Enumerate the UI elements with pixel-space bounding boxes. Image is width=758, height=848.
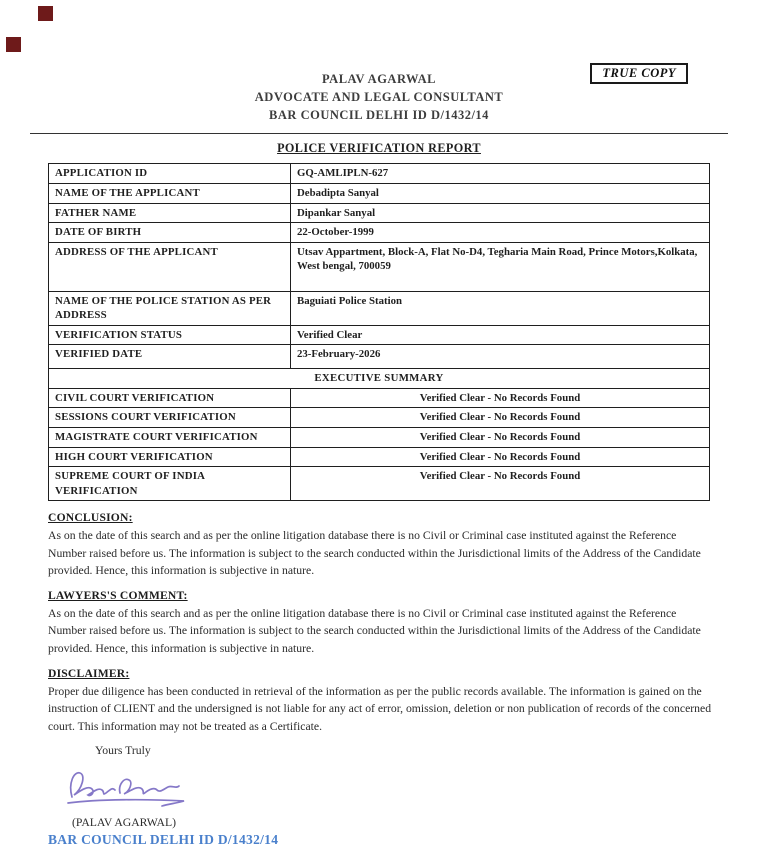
table-row (49, 242, 710, 291)
detail-value: Dipankar Sanyal (291, 203, 710, 223)
table-row (49, 447, 710, 467)
detail-label: NAME OF THE POLICE STATION AS PER ADDRESS (49, 291, 291, 325)
detail-value: Baguiati Police Station (291, 291, 710, 325)
detail-value: GQ-AMLIPLN-627 (291, 164, 710, 184)
detail-label: VERIFIED DATE (49, 345, 291, 369)
section-body: As on the date of this search and as per the online litigation database there is no Civil or Criminal case instituted against the Reference Number raised before us. The information is subject to the search conducted within the Jurisdictional limits of the Address of the Candidate provided. Hence, this information is subjective in nature. (48, 606, 701, 655)
section-conclusion (48, 511, 712, 580)
detail-value: Debadipta Sanyal (291, 183, 710, 203)
table-row (49, 291, 710, 325)
executive-summary-title: EXECUTIVE SUMMARY (49, 369, 710, 389)
table-row (49, 223, 710, 243)
verification-table (48, 163, 710, 501)
detail-label: APPLICATION ID (49, 164, 291, 184)
signatory-name: (PALAV AGARWAL) (72, 816, 177, 830)
summary-label: SUPREME COURT OF INDIA VERIFICATION (49, 467, 291, 501)
detail-value: 22-October-1999 (291, 223, 710, 243)
section-lawyers-comment (48, 589, 712, 658)
section-body: Proper due diligence has been conducted in retrieval of the information as per the public records available. The information is gained on the instruction of CLIENT and the undersigned is not liable for any act of error, omission, deletion or non publication of records of the concerned court. This information may not be treated as a Certificate. (48, 684, 712, 733)
detail-value: Verified Clear (291, 325, 710, 345)
corner-mark-icon (6, 37, 21, 52)
summary-label: SESSIONS COURT VERIFICATION (49, 408, 291, 428)
table-row (49, 164, 710, 184)
table-row (49, 203, 710, 223)
section-heading: CONCLUSION: (48, 511, 133, 525)
corner-mark-icon (38, 6, 53, 21)
summary-value: Verified Clear - No Records Found (291, 388, 710, 408)
summary-value: Verified Clear - No Records Found (291, 467, 710, 501)
table-row (49, 183, 710, 203)
letterhead-bar-council: BAR COUNCIL DELHI ID D/1432/14 (269, 108, 489, 123)
detail-label: NAME OF THE APPLICANT (49, 183, 291, 203)
header-divider (30, 133, 728, 134)
summary-label: HIGH COURT VERIFICATION (49, 447, 291, 467)
letterhead-name: PALAV AGARWAL (321, 72, 437, 86)
detail-value: Utsav Appartment, Block-A, Flat No-D4, Tegharia Main Road, Prince Motors,Kolkata, West bengal, 700059 (291, 242, 710, 291)
report-sections (48, 511, 712, 735)
table-row (49, 345, 710, 369)
detail-label: ADDRESS OF THE APPLICANT (49, 242, 291, 291)
letterhead-role: ADVOCATE AND LEGAL CONSULTANT (254, 90, 504, 105)
summary-value: Verified Clear - No Records Found (291, 428, 710, 448)
section-heading: DISCLAIMER: (48, 666, 130, 680)
summary-label: CIVIL COURT VERIFICATION (49, 388, 291, 408)
true-copy-stamp: TRUE COPY (590, 63, 688, 84)
summary-value: Verified Clear - No Records Found (291, 447, 710, 467)
bar-council-id-footer: BAR COUNCIL DELHI ID D/1432/14 (48, 832, 279, 848)
executive-summary-header-row (49, 369, 710, 389)
summary-value: Verified Clear - No Records Found (291, 408, 710, 428)
table-row (49, 408, 710, 428)
detail-label: DATE OF BIRTH (49, 223, 291, 243)
section-body: As on the date of this search and as per the online litigation database there is no Civil or Criminal case instituted against the Reference Number raised before us. The information is subject to the search conducted within the Jurisdictional limits of the Address of the Candidate provided. Hence, this information is subjective in nature. (48, 529, 701, 578)
detail-label: VERIFICATION STATUS (49, 325, 291, 345)
section-heading: LAWYERS'S COMMENT: (48, 588, 188, 602)
closing-block (48, 744, 758, 848)
detail-value: 23-February-2026 (291, 345, 710, 369)
detail-label: FATHER NAME (49, 203, 291, 223)
section-disclaimer (48, 667, 712, 736)
table-row (49, 388, 710, 408)
table-row (49, 428, 710, 448)
table-row (49, 325, 710, 345)
summary-label: MAGISTRATE COURT VERIFICATION (49, 428, 291, 448)
table-row (49, 467, 710, 501)
signature-image (58, 763, 758, 815)
report-title: POLICE VERIFICATION REPORT (277, 141, 481, 156)
yours-truly-text: Yours Truly (95, 744, 151, 758)
